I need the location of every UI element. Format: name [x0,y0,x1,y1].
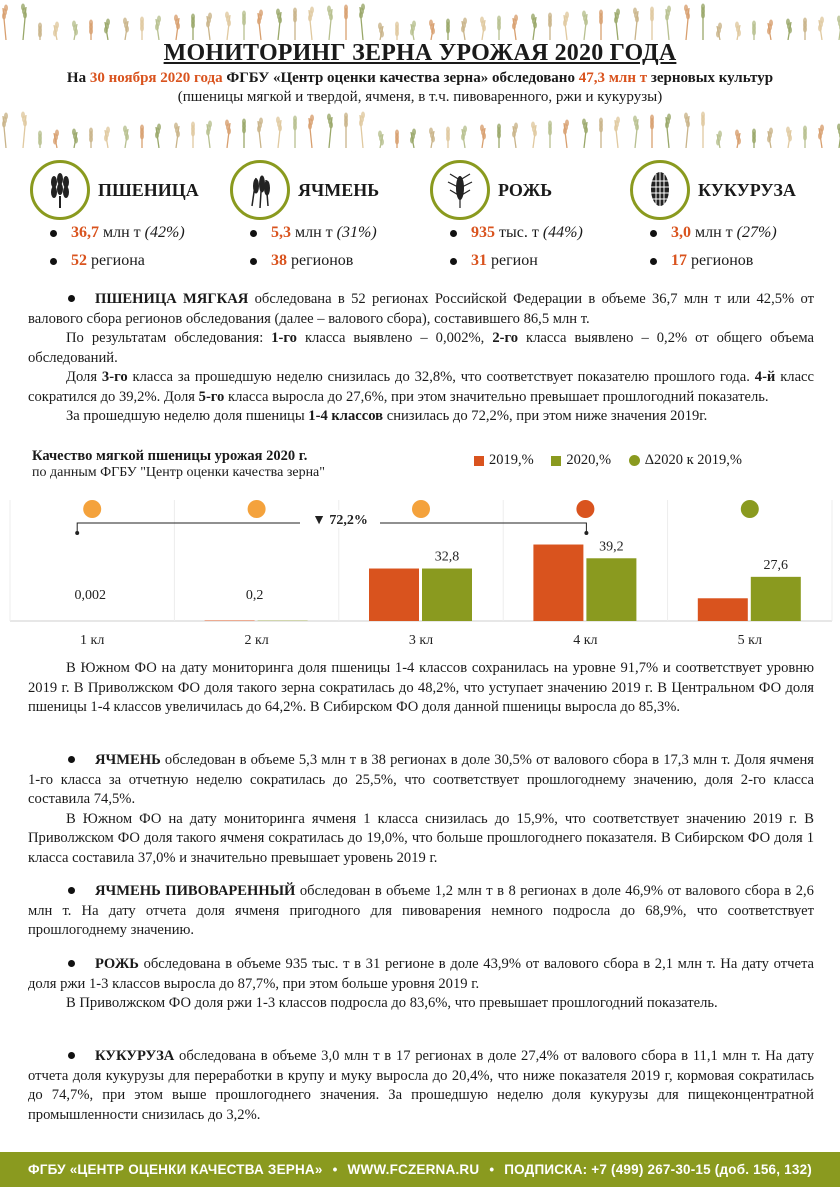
delta-marker-4 [576,500,594,518]
footer-subscription: ПОДПИСКА: +7 (499) 267-30-15 (доб. 156, 132) [504,1162,812,1177]
footer-site-link[interactable]: WWW.FCZERNA.RU [347,1162,480,1177]
crop-name: ЯЧМЕНЬ [298,180,380,200]
wheat-regions-paragraph [28,659,814,718]
category-label-4: 4 кл [573,633,598,648]
rye-paragraph-2: В Приволжском ФО доля ржи 1-3 классов подросла до 83,6%, что превышает прошлогодний показатель. [66,995,718,1011]
crop-volume: 935 тыс. т (44%) [450,224,583,242]
corn-section [28,1047,814,1125]
page-title: МОНИТОРИНГ ЗЕРНА УРОЖАЯ 2020 ГОДА [163,40,677,66]
crop-name: РОЖЬ [498,180,553,200]
bar-2019-4 [533,545,583,621]
chart-title: Качество мягкой пшеницы урожая 2020 г. [32,448,308,464]
corn-icon [630,160,690,220]
wheat-paragraph-3: Доля 3-го класса за прошедшую неделю снизилась до 32,8%, что соответствует показателю прошлого года. 4-й класс сократился до 39,2%. Доля 5-го класса выросла до 27,6%, при этом значительно превышает прошлогодний показатель. [28,369,815,405]
bar-2020-4 [586,558,636,621]
rye-icon [430,160,490,220]
data-label-2020-3: 32,8 [434,549,460,565]
delta-marker-2 [248,500,266,518]
corn-paragraph: КУКУРУЗА обследована в объеме 3,0 млн т в 17 регионах в доле 27,4% от валового сбора в 11,1 млн т. На дату отчета доля кукурузы для переработки в крупу и муку выросла до 20,4%, что ниже показателя 2019 г, кормовая сократилась до 74,7%, при этом выше прошлогоднего значения. За прошедшую неделю доля кукурузы для пищеконцентратной промышленности снизилась до 3,2%. [28,1048,814,1123]
bar-2020-5 [751,577,801,621]
malt-barley-section [28,882,814,941]
wheat-section [28,290,814,427]
wheat-quality-chart [0,490,840,650]
crop-volume: 36,7 млн т (42%) [50,224,185,242]
crop-card-barley [230,160,430,280]
crop-regions: 31 регион [450,252,538,270]
crop-regions: 38 регионов [250,252,353,270]
bracket-end-left [75,531,79,535]
bar-2019-5 [698,598,748,621]
legend-delta: Δ2020 к 2019,% [629,452,742,468]
malt-paragraph: ЯЧМЕНЬ ПИВОВАРЕННЫЙ обследован в объеме 1,2 млн т в 8 регионах в доле 46,9% от валового сбора в 2,6 млн т. На дату отчета доля ячменя пригодного для пивоварения немного подросла до 68,9%, что соответствует прошлогоднему значению. [28,883,814,938]
crop-card-rye [430,160,630,280]
crop-regions: 52 региона [50,252,145,270]
crop-volume: 5,3 млн т (31%) [250,224,377,242]
crop-card-corn [630,160,830,280]
barley-icon [230,160,290,220]
footer-bar: ФГБУ «ЦЕНТР ОЦЕНКИ КАЧЕСТВА ЗЕРНА» • WWW.FCZERNA.RU • ПОДПИСКА: +7 (499) 267-30-15 (доб. 156, 132) [0,1152,840,1187]
category-label-3: 3 кл [408,633,434,648]
summary-note: (пшеницы мягкой и твердой, ячменя, в т.ч. пивоваренного, ржи и кукурузы) [177,89,663,105]
wheat-paragraph-4: За прошедшую неделю доля пшеницы 1-4 классов снизилась до 72,2%, при этом ниже значения 2019г. [66,408,708,424]
wheat-icon [30,160,90,220]
category-label-2: 2 кл [244,633,269,648]
wheat-paragraph-1: ПШЕНИЦА МЯГКАЯ обследована в 52 регионах Российской Федерации в объеме 36,7 млн т или 42,5% от валового сбора регионов обследования (далее – валового сбора), составившего 86,5 млн т. [28,291,814,327]
chart-legend [474,452,742,469]
crop-regions: 17 регионов [650,252,753,270]
wheat-paragraph-5: В Южном ФО на дату мониторинга доля пшеницы 1-4 классов сохранилась на уровне 91,7% и соответствует уровню 2019 г. В Приволжском ФО доля такого зерна сократилась до 48,2%, что уступает значению 2019 г. В Центральном ФО доля пшеницы 1-4 классов увеличилась до 64,2%. В Сибирском ФО доля данной пшеницы выросла до 85,3%. [28,660,814,715]
summary-line: На 30 ноября 2020 года ФГБУ «Центр оценки качества зерна» обследовано 47,3 млн т зерновых культур [66,70,774,86]
bar-2020-3 [422,569,472,621]
legend-2019: 2019,% [474,452,534,468]
barley-paragraph-2: В Южном ФО на дату мониторинга ячменя 1 класса снизилась до 15,9%, что соответствует значению 2019 г. В Приволжском ФО доля такого ячменя сократилась до 19,0%, что больше прошлогоднего показателя. В Сибирском ФО доля 1 класса составила 37,0% и значительно превышает уровень 2019 г. [28,810,814,866]
grain-decoration-middle [0,108,840,148]
legend-2020: 2020,% [551,452,611,468]
rye-section [28,955,814,1014]
category-label-5: 5 кл [737,633,762,648]
crop-name: КУКУРУЗА [698,180,796,200]
delta-marker-1 [83,500,101,518]
crop-volume: 3,0 млн т (27%) [650,224,777,242]
barley-section [28,751,814,868]
data-label-2020-5: 27,6 [763,557,789,573]
grain-decoration-top [0,0,840,40]
data-label-2020-2: 0,2 [245,588,264,603]
data-label-2020-4: 39,2 [599,539,624,555]
bracket-label: ▼ 72,2% [312,513,368,528]
category-label-1: 1 кл [80,633,105,648]
chart-header [32,448,325,481]
chart-subtitle: по данным ФГБУ "Центр оценки качества зерна" [32,465,325,480]
bar-2019-3 [369,569,419,621]
footer-org: ФГБУ «ЦЕНТР ОЦЕНКИ КАЧЕСТВА ЗЕРНА» [28,1162,323,1177]
data-label-2020-1: 0,002 [74,588,106,603]
bracket-end-right [584,531,588,535]
crop-card-wheat [30,160,230,280]
delta-marker-3 [412,500,430,518]
delta-marker-5 [741,500,759,518]
wheat-paragraph-2: По результатам обследования: 1-го класса выявлено – 0,002%, 2-го класса выявлено – 0,2% от общего объема обследований. [28,330,814,366]
crop-name: ПШЕНИЦА [98,180,199,200]
barley-paragraph-1: ЯЧМЕНЬ обследован в объеме 5,3 млн т в 38 регионах в доле 30,5% от валового сбора в 17,3 млн т. Доля ячменя 1-го класса за отчетную неделю сократилась до 25,5%, что соответствует прошлогоднему значению, доля 2-го класса составила 74,5%. [28,752,814,807]
rye-paragraph-1: РОЖЬ обследована в объеме 935 тыс. т в 31 регионе в доле 43,9% от валового сбора в 2,1 млн т. На дату отчета доля ржи 1-3 классов выросла до 87,7%, при этом больше уровня 2019 г. [28,956,814,992]
